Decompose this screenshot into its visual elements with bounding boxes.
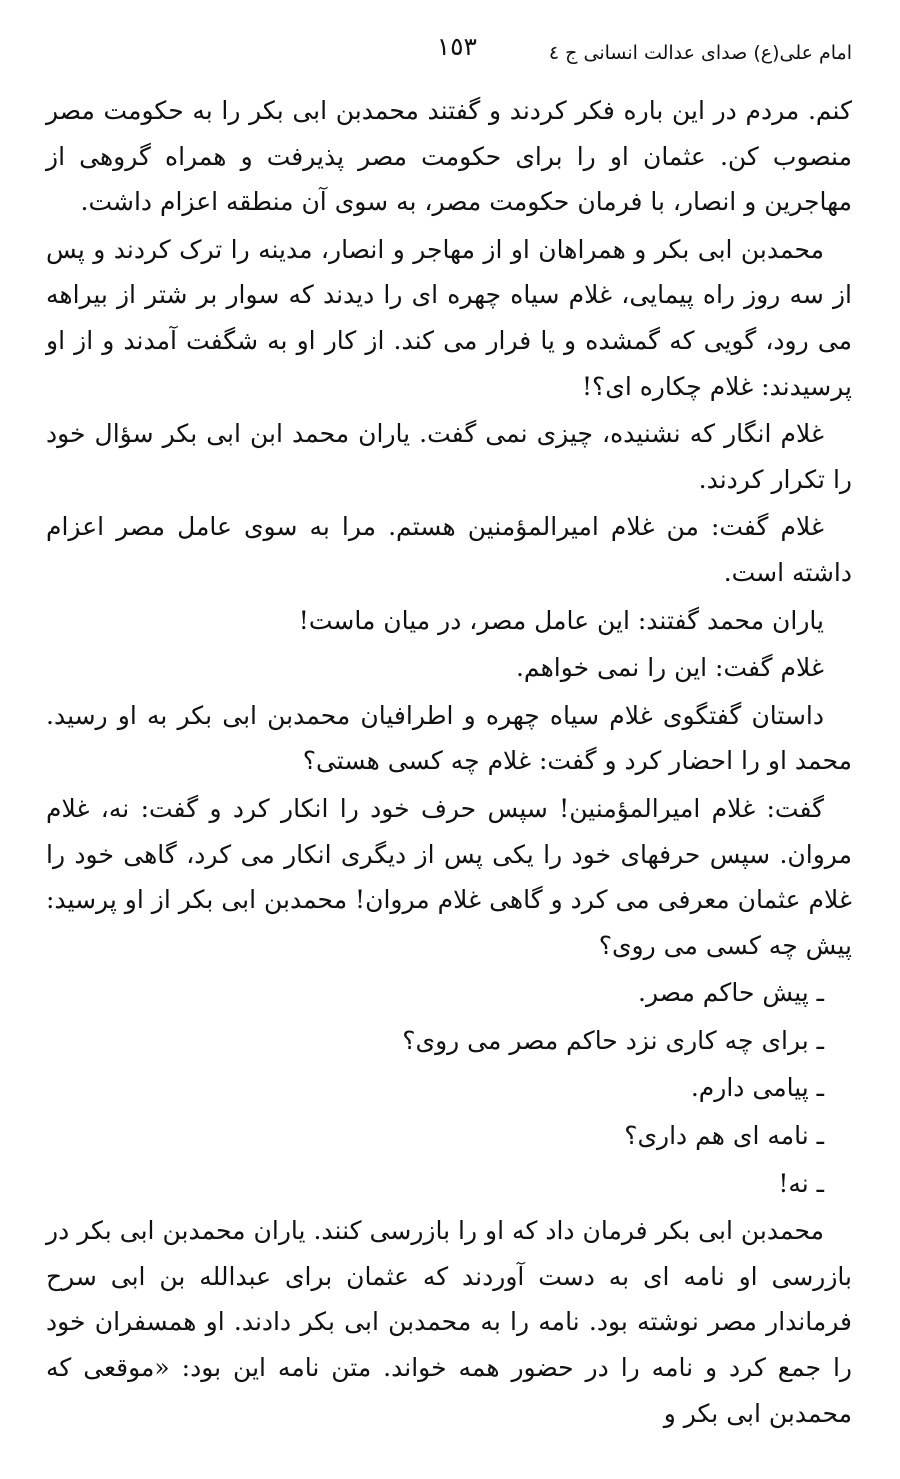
dialog-line: یاران محمد گفتند: این عامل مصر، در میان ماست! — [298, 605, 824, 635]
dialog-line: ـ نه! — [778, 1168, 824, 1198]
paragraph: محمدبن ابی بکر فرمان داد که او را بازرسی کنند. یاران محمدبن ابی بکر در بازرسی او نامه ای به دست آوردند که عثمان برای عبدالله بن ابی سرح فرماندار مصر نوشته بود. نامه را به محمدبن ابی بکر دادند. او همسفران خود را جمع کرد و نامه را در حضور همه خواند. متن نامه این بود: «موقعی که محمدبن ابی بکر و — [46, 1216, 853, 1428]
running-title: امام علی(ع) صدای عدالت انسانی ج ٤ — [548, 42, 852, 64]
page-header — [40, 28, 852, 68]
dialog-line: ـ پیامی دارم. — [690, 1073, 824, 1103]
page-number: ١٥٣ — [436, 32, 477, 61]
paragraph: گفت: غلام امیرالمؤمنین! سپس حرف خود را انکار کرد و گفت: نه، غلام مروان. سپس حرفهای خود را یکی پس از دیگری انکار می کرد، گاهی خود را غلام عثمان معرفی می کرد و گاهی غلام مروان! محمدبن ابی بکر از او پرسید: پیش چه کسی می روی؟ — [46, 793, 852, 960]
paragraph: داستان گفتگوی غلام سیاه چهره و اطرافیان محمدبن ابی بکر به او رسید. محمد او را احضار کرد و گفت: غلام چه کسی هستی؟ — [46, 700, 852, 776]
dialog-line: ـ پیش حاکم مصر. — [638, 978, 824, 1008]
paragraph: غلام انگار که نشنیده، چیزی نمی گفت. یاران محمد ابن ابی بکر سؤال خود را تکرار کردند. — [46, 419, 852, 494]
paragraph: محمدبن ابی بکر و همراهان او از مهاجر و انصار، مدینه را ترک کردند و پس از سه روز راه پیمایی، غلام سیاه چهره ای را دیدند که سوار بر شتر از بیراهه می رود، گویی که گمشده و یا فرار می کند. از کار او به شگفت آمدند و از او پرسیدند: غلام چکاره ای؟! — [46, 234, 852, 401]
page-body — [46, 88, 852, 1438]
dialog-line: ـ برای چه کاری نزد حاکم مصر می روی؟ — [402, 1025, 824, 1055]
paragraph: غلام گفت: من غلام امیرالمؤمنین هستم. مرا به سوی عامل مصر اعزام داشته است. — [46, 512, 852, 587]
dialog-line: ـ نامه ای هم داری؟ — [624, 1121, 824, 1151]
dialog-line: غلام گفت: این را نمی خواهم. — [515, 653, 824, 683]
paragraph: کنم. مردم در این باره فکر کردند و گفتند محمدبن ابی بکر را به حکومت مصر منصوب کن. عثمان او را برای حکومت مصر پذیرفت و همراه گروهی از مهاجرین و انصار، با فرمان حکومت مصر، به سوی آن منطقه اعزام داشت. — [46, 96, 852, 217]
